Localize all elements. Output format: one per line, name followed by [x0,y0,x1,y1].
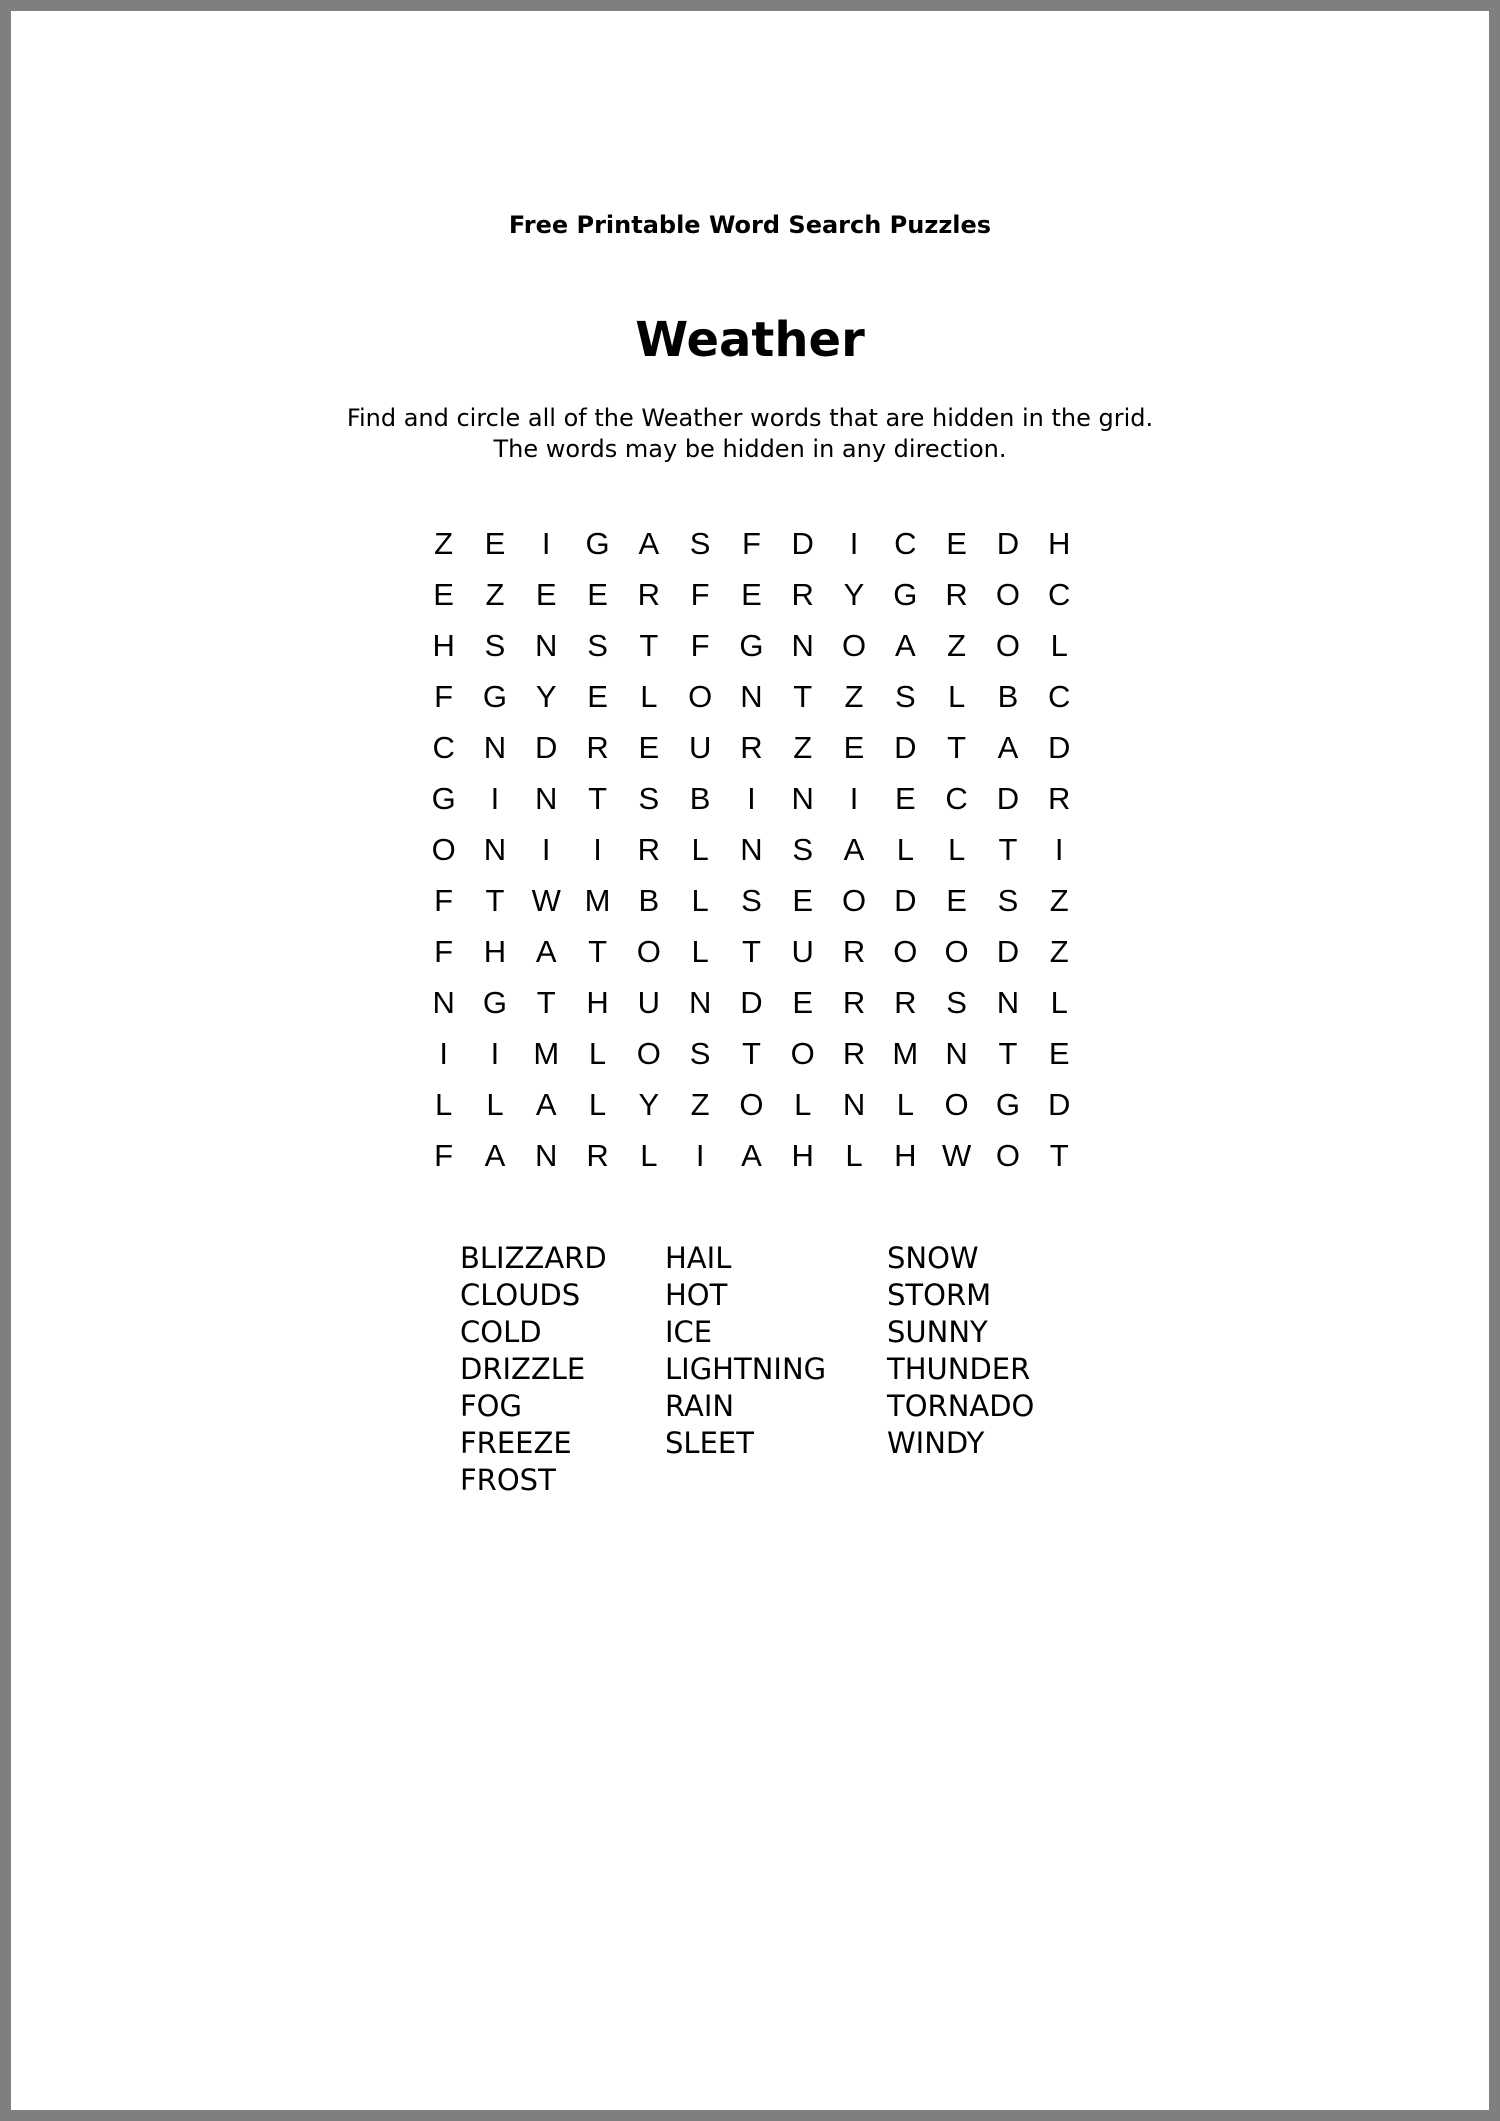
grid-letter[interactable]: R [945,577,968,612]
grid-letter[interactable]: O [841,883,867,918]
grid-letter[interactable]: F [434,934,454,969]
grid-letter[interactable]: N [996,985,1020,1020]
grid-letter[interactable]: O [944,934,969,969]
grid-letter[interactable]: I [593,832,602,867]
grid-row [418,671,1094,722]
grid-letter[interactable]: S [997,883,1019,918]
grid-letter[interactable]: N [483,730,507,765]
grid-letter[interactable]: G [431,781,456,816]
grid-letter[interactable]: T [947,730,967,765]
grid-letter[interactable]: S [792,832,814,867]
grid-letter[interactable]: S [741,883,762,918]
grid-letter[interactable]: N [740,832,763,867]
grid-letter[interactable]: L [691,832,709,867]
word-list-item: FROST [460,1463,556,1497]
grid-letter[interactable]: D [894,883,917,918]
grid-letter[interactable]: Z [844,679,864,714]
grid-letter[interactable]: T [1049,1138,1069,1173]
grid-letter[interactable]: E [792,883,814,918]
grid-letter[interactable]: W [531,883,561,918]
word-list-item: WINDY [887,1426,985,1460]
word-list-item: FREEZE [460,1426,572,1460]
word-list-item: SNOW [887,1241,979,1275]
grid-letter[interactable]: G [482,985,507,1020]
grid-letter[interactable]: R [791,577,814,612]
grid-letter[interactable]: S [638,781,660,816]
grid-letter[interactable]: R [894,985,917,1020]
grid-letter[interactable]: I [695,1138,705,1173]
grid-letter[interactable]: L [947,832,966,867]
grid-letter[interactable]: I [849,526,859,561]
grid-letter[interactable]: T [741,1036,761,1071]
grid-letter[interactable]: S [894,679,916,714]
grid-letter[interactable]: U [688,730,712,765]
grid-row [418,926,1094,977]
grid-letter[interactable]: G [739,628,764,663]
word-list-item: RAIN [665,1389,735,1423]
grid-letter[interactable]: T [485,883,505,918]
word-list-item: HOT [665,1278,728,1312]
grid-letter[interactable]: N [842,1087,866,1122]
grid-letter[interactable]: R [740,730,763,765]
grid-letter[interactable]: R [842,1036,866,1071]
word-list-item: LIGHTNING [665,1352,827,1386]
grid-letter[interactable]: F [690,577,710,612]
grid-letter[interactable]: D [996,781,1020,816]
grid-letter[interactable]: I [439,1036,448,1071]
grid-letter[interactable]: O [893,934,918,969]
grid-row [418,875,1094,926]
grid-letter[interactable]: L [640,679,658,714]
grid-letter[interactable]: O [636,1036,661,1071]
grid-letter[interactable]: C [894,526,917,561]
grid-letter[interactable]: S [946,985,967,1020]
grid-letter[interactable]: L [640,1138,658,1173]
grid-letter[interactable]: I [490,781,500,816]
grid-row [418,518,1094,569]
word-list-item: STORM [887,1278,992,1312]
grid-letter[interactable]: L [794,1087,812,1122]
grid-letter[interactable]: N [945,1036,968,1071]
instructions-line-2: The words may be hidden in any direction. [493,435,1007,463]
word-list-item: FOG [460,1389,522,1423]
site-header: Free Printable Word Search Puzzles [508,211,992,239]
grid-letter[interactable]: H [894,1138,917,1173]
grid-letter[interactable]: R [1048,781,1071,816]
grid-letter[interactable]: L [1050,628,1068,663]
grid-letter[interactable]: U [637,985,661,1020]
grid-letter[interactable]: N [483,832,507,867]
grid-letter[interactable]: O [790,1036,815,1071]
grid-letter[interactable]: E [792,985,814,1020]
grid-letter[interactable]: T [793,679,813,714]
grid-letter[interactable]: N [535,1138,558,1173]
grid-letter[interactable]: Z [947,628,967,663]
grid-letter[interactable]: E [946,883,967,918]
grid-letter[interactable]: F [741,526,761,561]
grid-letter[interactable]: O [841,628,867,663]
grid-letter[interactable]: Z [434,526,454,561]
instructions [0,403,1500,465]
grid-letter[interactable]: N [432,985,455,1020]
grid-letter[interactable]: E [946,526,967,561]
grid-letter[interactable]: A [843,832,865,867]
grid-letter[interactable]: D [791,526,814,561]
word-list-item: ICE [665,1315,713,1349]
word-search-grid [418,518,1094,1181]
grid-letter[interactable]: N [740,679,763,714]
grid-letter[interactable]: E [638,730,660,765]
grid-letter[interactable]: O [995,628,1020,663]
page-title: Weather [635,312,865,368]
grid-letter[interactable]: S [689,526,711,561]
instructions-line-1: Find and circle all of the Weather words that are hidden in the grid. [346,404,1154,432]
word-list-item: TORNADO [887,1389,1035,1423]
grid-letter[interactable]: F [434,1138,454,1173]
word-list-item: HAIL [665,1241,732,1275]
word-list-column-3 [887,1240,1034,1462]
grid-letter[interactable]: M [892,1036,919,1071]
grid-letter[interactable]: C [1048,577,1071,612]
grid-letter[interactable]: L [486,1087,504,1122]
grid-letter[interactable]: L [588,1087,607,1122]
grid-letter[interactable]: A [638,526,660,561]
grid-letter[interactable]: L [691,934,709,969]
grid-letter[interactable]: T [588,934,607,969]
grid-letter[interactable]: L [691,883,709,918]
grid-letter[interactable]: O [995,1138,1020,1173]
word-list-item: THUNDER [887,1352,1031,1386]
grid-letter[interactable]: I [849,781,859,816]
grid-letter[interactable]: H [432,628,455,663]
grid-letter[interactable]: T [639,628,659,663]
grid-letter[interactable]: B [689,781,711,816]
grid-letter[interactable]: S [689,1036,711,1071]
grid-letter[interactable]: A [484,1138,506,1173]
grid-letter[interactable]: L [1050,985,1068,1020]
grid-letter[interactable]: I [1054,832,1064,867]
grid-letter[interactable]: Z [1049,934,1069,969]
grid-letter[interactable]: D [1048,730,1071,765]
grid-letter[interactable]: R [637,577,661,612]
grid-letter[interactable]: E [843,730,865,765]
word-list-column-1 [460,1240,607,1499]
grid-letter[interactable]: H [483,934,507,969]
grid-letter[interactable]: L [896,832,914,867]
grid-letter[interactable]: E [535,577,557,612]
grid-letter[interactable]: G [482,679,507,714]
grid-letter[interactable]: Z [485,577,505,612]
grid-letter[interactable]: I [747,781,756,816]
grid-row [418,824,1094,875]
grid-letter[interactable]: D [740,985,763,1020]
grid-letter[interactable]: L [435,1087,453,1122]
grid-letter[interactable]: U [791,934,814,969]
grid-letter[interactable]: E [587,679,608,714]
grid-row [418,773,1094,824]
grid-letter[interactable]: O [739,1087,764,1122]
grid-letter[interactable]: F [434,679,454,714]
grid-letter[interactable]: T [998,1036,1018,1071]
grid-row [418,722,1094,773]
grid-letter[interactable]: N [791,781,814,816]
grid-letter[interactable]: O [944,1087,969,1122]
grid-letter[interactable]: N [688,985,712,1020]
grid-row [418,1130,1094,1181]
grid-letter[interactable]: D [996,526,1020,561]
grid-row [418,620,1094,671]
grid-letter[interactable]: M [584,883,611,918]
word-list-item: COLD [460,1315,542,1349]
word-list-item: CLOUDS [460,1278,581,1312]
grid-letter[interactable]: L [588,1036,607,1071]
grid-letter[interactable]: A [894,628,916,663]
grid-letter[interactable]: Y [638,1087,660,1122]
word-list-item: SUNNY [887,1315,988,1349]
grid-letter[interactable]: B [997,679,1019,714]
grid-letter[interactable]: A [997,730,1019,765]
grid-letter[interactable]: E [894,781,916,816]
grid-letter[interactable]: O [995,577,1020,612]
grid-letter[interactable]: S [587,628,608,663]
grid-letter[interactable]: H [791,1138,814,1173]
grid-letter[interactable]: E [587,577,608,612]
grid-letter[interactable]: R [842,985,866,1020]
grid-letter[interactable]: R [842,934,866,969]
grid-letter[interactable]: D [894,730,917,765]
grid-letter[interactable]: R [586,730,609,765]
grid-letter[interactable]: Y [843,577,865,612]
word-list-column-2 [665,1240,826,1462]
grid-letter[interactable]: A [741,1138,762,1173]
grid-letter[interactable]: B [638,883,660,918]
grid-row [418,977,1094,1028]
grid-row [418,1079,1094,1130]
grid-letter[interactable]: H [586,985,609,1020]
grid-letter[interactable]: C [945,781,968,816]
grid-letter[interactable]: O [688,679,713,714]
grid-letter[interactable]: C [1048,679,1071,714]
grid-letter[interactable]: A [535,934,557,969]
grid-letter[interactable]: L [947,679,966,714]
grid-letter[interactable]: N [535,628,558,663]
grid-letter[interactable]: I [541,832,551,867]
grid-row [418,569,1094,620]
grid-letter[interactable]: I [490,1036,500,1071]
grid-letter[interactable]: T [998,832,1018,867]
grid-letter[interactable]: E [433,577,454,612]
grid-letter[interactable]: W [941,1138,972,1173]
grid-letter[interactable]: A [535,1087,557,1122]
grid-letter[interactable]: E [484,526,506,561]
grid-letter[interactable]: Y [535,679,557,714]
grid-letter[interactable]: R [586,1138,609,1173]
grid-letter[interactable]: F [690,628,710,663]
grid-letter[interactable]: F [434,883,454,918]
word-list-item: BLIZZARD [460,1241,607,1275]
grid-letter[interactable]: T [741,934,761,969]
grid-letter[interactable]: O [636,934,661,969]
grid-letter[interactable]: Z [690,1087,710,1122]
grid-letter[interactable]: D [535,730,558,765]
grid-letter[interactable]: E [1048,1036,1070,1071]
grid-letter[interactable]: R [637,832,661,867]
grid-letter[interactable]: L [896,1087,914,1122]
grid-letter[interactable]: T [588,781,607,816]
grid-letter[interactable]: D [1048,1087,1071,1122]
grid-letter[interactable]: O [431,832,456,867]
grid-letter[interactable]: C [432,730,455,765]
grid-letter[interactable]: M [533,1036,560,1071]
grid-letter[interactable]: I [541,526,551,561]
word-list-item: DRIZZLE [460,1352,586,1386]
word-list-item: SLEET [665,1426,754,1460]
grid-letter[interactable]: G [893,577,918,612]
grid-letter[interactable]: E [741,577,762,612]
grid-letter[interactable]: S [484,628,506,663]
grid-letter[interactable]: G [585,526,610,561]
grid-letter[interactable]: Z [793,730,813,765]
grid-row [418,1028,1094,1079]
grid-letter[interactable]: G [995,1087,1020,1122]
grid-letter[interactable]: H [1048,526,1071,561]
grid-letter[interactable]: N [791,628,814,663]
grid-letter[interactable]: L [845,1138,863,1173]
grid-letter[interactable]: Z [1049,883,1069,918]
grid-letter[interactable]: T [536,985,556,1020]
grid-letter[interactable]: N [535,781,558,816]
grid-letter[interactable]: D [996,934,1020,969]
